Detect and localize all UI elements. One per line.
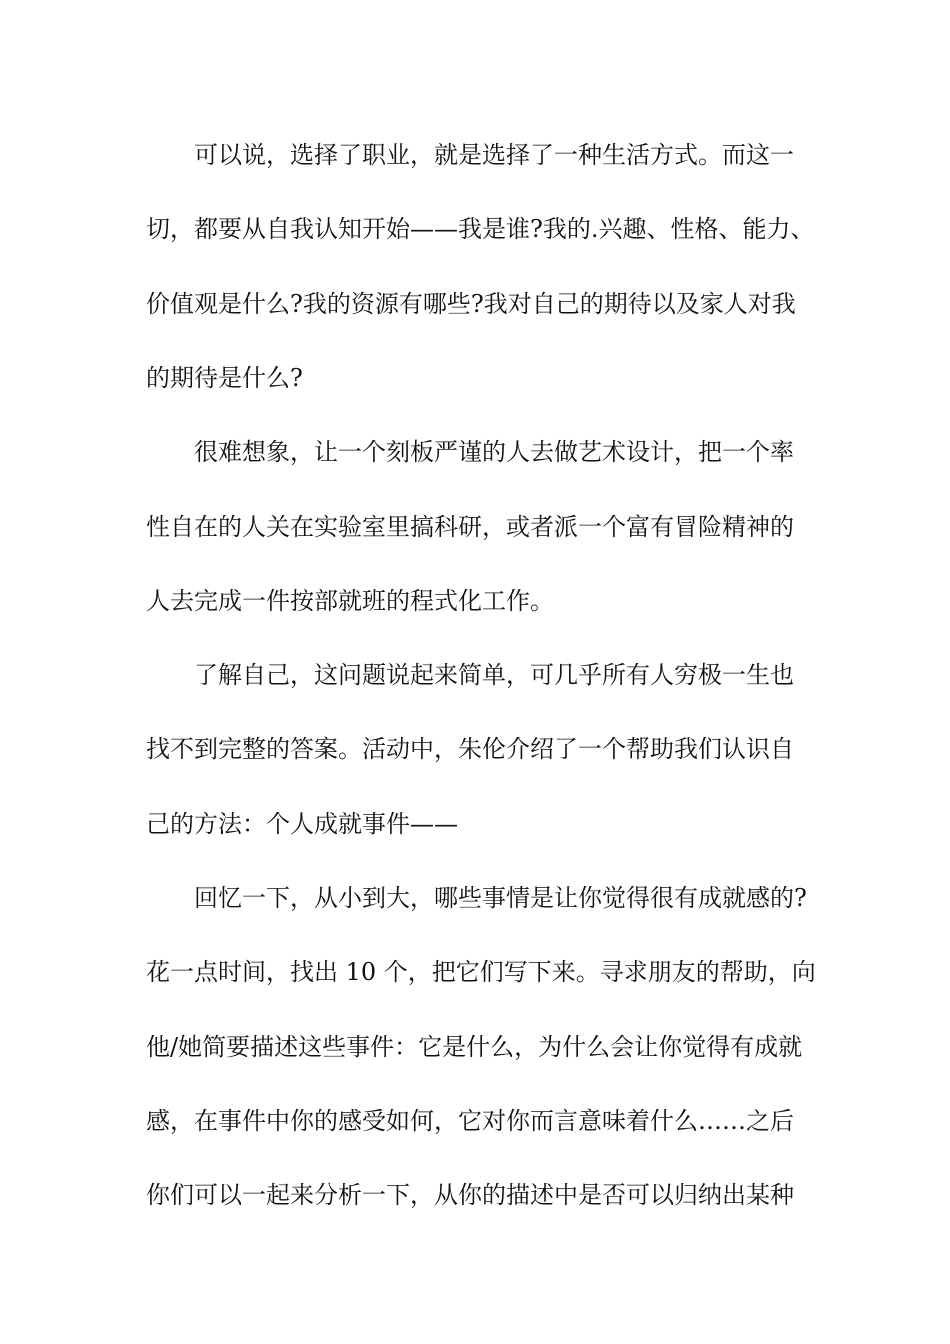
paragraph-4-line-4: 感，在事件中你的感受如何，它对你而言意味着什么……之后 — [146, 1107, 794, 1135]
paragraph-3-line-2: 找不到完整的答案。活动中，朱伦介绍了一个帮助我们认识自 — [146, 735, 794, 763]
paragraph-4-line-2: 花一点时间，找出 10 个，把它们写下来。寻求朋友的帮助，向 — [146, 958, 816, 986]
paragraph-1-line-4: 的期待是什么? — [146, 364, 303, 392]
paragraph-4-line-1: 回忆一下，从小到大，哪些事情是让你觉得很有成就感的? — [194, 884, 807, 912]
paragraph-1-line-3: 价值观是什么?我的资源有哪些?我对自己的期待以及家人对我 — [146, 290, 796, 318]
paragraph-3-line-1: 了解自己，这问题说起来简单，可几乎所有人穷极一生也 — [194, 661, 794, 689]
paragraph-3-line-3: 己的方法：个人成就事件—— — [146, 810, 458, 838]
paragraph-2-line-3: 人去完成一件按部就班的程式化工作。 — [146, 587, 554, 615]
paragraph-1-line-2: 切，都要从自我认知开始——我是谁?我的.兴趣、性格、能力、 — [146, 215, 815, 243]
paragraph-2-line-1: 很难想象，让一个刻板严谨的人去做艺术设计，把一个率 — [194, 438, 794, 466]
paragraph-4-line-3: 他/她简要描述这些事件：它是什么，为什么会让你觉得有成就 — [146, 1033, 803, 1061]
paragraph-2-line-2: 性自在的人关在实验室里搞科研，或者派一个富有冒险精神的 — [146, 513, 794, 541]
paragraph-1-line-1: 可以说，选择了职业，就是选择了一种生活方式。而这一 — [194, 141, 794, 169]
paragraph-4-line-5: 你们可以一起来分析一下，从你的描述中是否可以归纳出某种 — [146, 1181, 794, 1209]
